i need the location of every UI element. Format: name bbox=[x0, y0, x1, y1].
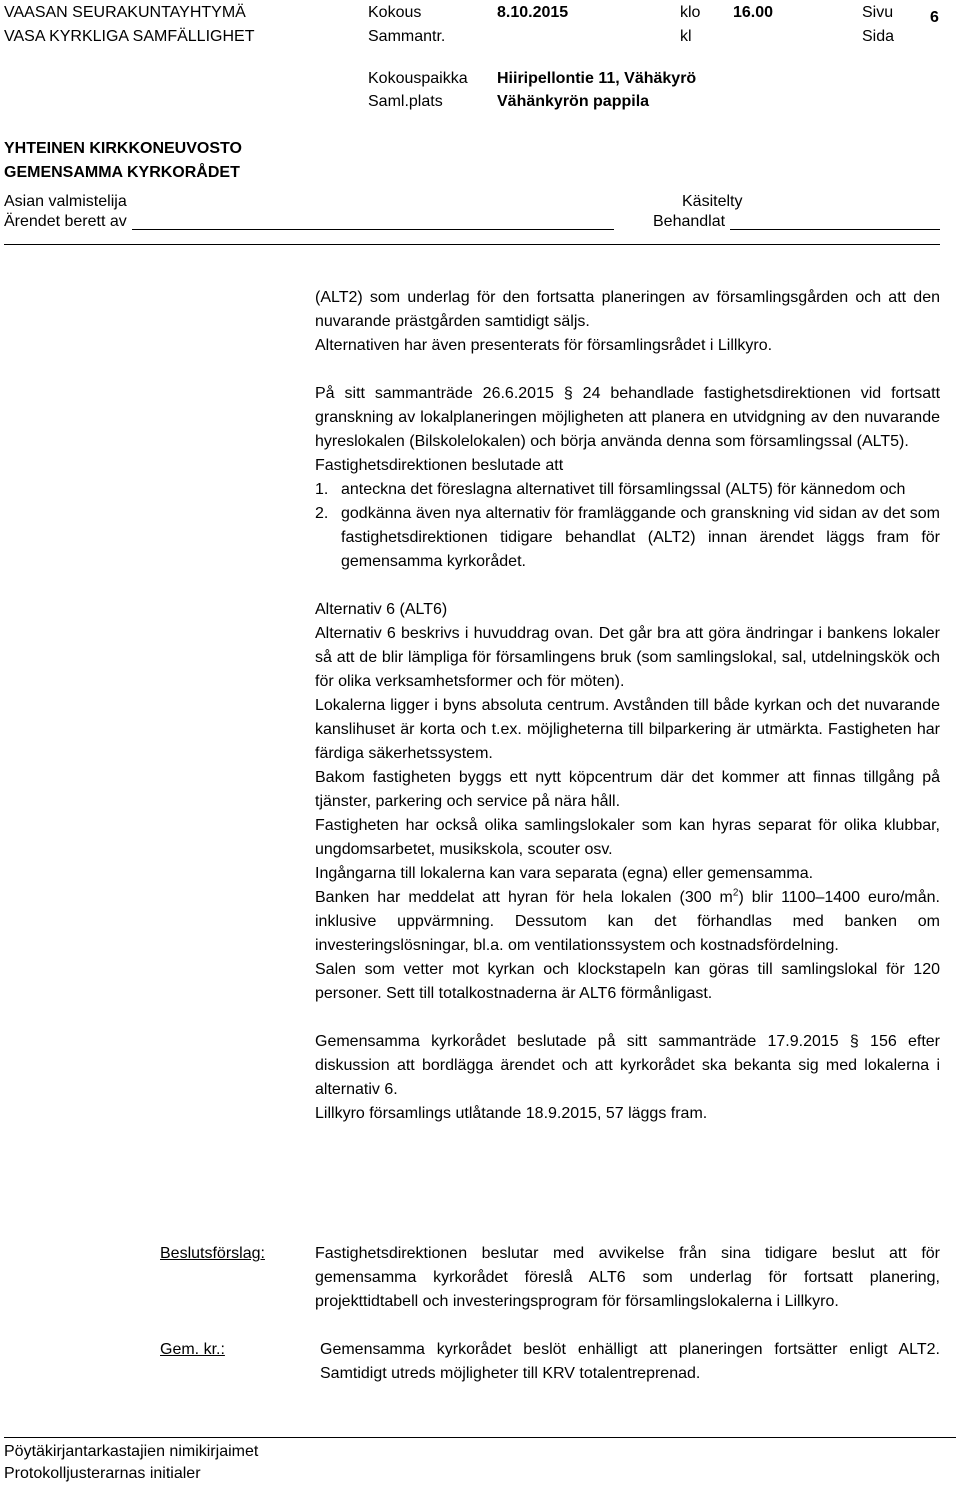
handled-label-fi: Käsitelty bbox=[682, 193, 743, 210]
list-item: 2. godkänna även nya alternativ för framläggande och granskning vid sidan av det som fastighetsdirektionen tidigare behandlat (ALT2) innan ärendet läggs fram för gemensamma kyrkorådet. bbox=[315, 505, 940, 570]
org-name-sv: VASA KYRKLIGA SAMFÄLLIGHET bbox=[4, 28, 255, 45]
main-text bbox=[315, 286, 940, 1126]
prepared-by-underline bbox=[132, 229, 614, 230]
venue-label-sv: Saml.plats bbox=[368, 93, 443, 110]
paragraph-board-decision: Gemensamma kyrkorådet beslutade på sitt sammanträde 17.9.2015 § 156 efter diskussion att bordlägga ärendet och att kyrkorådet ska bekanta sig med lokalerna i alternativ 6. bbox=[315, 1033, 940, 1098]
council-name-sv: GEMENSAMMA KYRKORÅDET bbox=[4, 164, 240, 181]
prepared-by-label-fi: Asian valmistelija bbox=[4, 193, 127, 210]
alt6-paragraph: Bakom fastigheten byggs ett nytt köpcentrum där det kommer att finnas tillgång på tjänster, parkering och service på nära håll. bbox=[315, 769, 940, 810]
list-item: 1. anteckna det föreslagna alternativet till församlingssal (ALT5) för kännedom och bbox=[315, 481, 906, 498]
meeting-time: 16.00 bbox=[733, 4, 774, 21]
prepared-by-label-sv: Ärendet berett av bbox=[4, 213, 127, 230]
handled-label-sv: Behandlat bbox=[653, 213, 726, 230]
org-name-fi: VAASAN SEURAKUNTAYHTYMÄ bbox=[4, 4, 246, 21]
council-name-fi: YHTEINEN KIRKKONEUVOSTO bbox=[4, 140, 242, 157]
decision-label: Gem. kr.: bbox=[160, 1341, 225, 1358]
decision-text: Gemensamma kyrkorådet beslöt enhälligt att planeringen fortsätter enligt ALT2. Samtidigt utreds möjligheter till KRV totalentreprenad. bbox=[320, 1341, 940, 1382]
page-number: 6 bbox=[930, 9, 939, 26]
footer-initials-fi: Pöytäkirjantarkastajien nimikirjaimet bbox=[4, 1443, 259, 1460]
alt6-paragraph: Alternativ 6 beskrivs i huvuddrag ovan. Det går bra att göra ändringar i bankens lokaler så att de blir lämpliga för församlingens bruk (som samlingslokal, sal, utdelningskök och för olika verksamhetsformer och för möten). bbox=[315, 625, 940, 690]
alt6-paragraph: Lokalerna ligger i byns absoluta centrum. Avstånden till både kyrkan och det nuvarande kanslihuset är korta och t.ex. möjligheterna till bilparkering är utmärkta. Fastigheten har färdiga säkerhetssystem. bbox=[315, 697, 940, 762]
section-sign: § bbox=[563, 385, 573, 402]
time-label-sv: kl bbox=[680, 28, 692, 45]
alt6-paragraph: Salen som vetter mot kyrkan och klockstapeln kan göras till samlingslokal för 120 personer. Sett till totalkostnaderna är ALT6 förmånligast. bbox=[315, 961, 940, 1002]
page-label-sv: Sida bbox=[862, 28, 895, 45]
proposal-label: Beslutsförslag: bbox=[160, 1245, 265, 1262]
time-label-fi: klo bbox=[680, 4, 701, 21]
paragraph-property-board: På sitt sammanträde 26.6.2015 § 24 behandlade fastighetsdirektionen vid fortsatt granskning av lokalplaneringen möjligheten att planera en utvidgning av den nuvarande hyreslokalen (Bilskolelokalen) och börja använda denna som församlingssal (ALT5). bbox=[315, 385, 941, 450]
decision-list bbox=[315, 478, 940, 574]
meeting-date: 8.10.2015 bbox=[497, 4, 569, 21]
header-divider bbox=[4, 244, 940, 245]
alt6-heading: Alternativ 6 (ALT6) bbox=[315, 601, 448, 618]
proposal-text: Fastighetsdirektionen beslutar med avvikelse från sina tidigare beslut att för gemensamma kyrkorådet föreslå ALT6 som underlag för fortsatt planering, projekttidtabell och investeringsprogram för församlingslokalerna i Lillkyro. bbox=[315, 1245, 940, 1310]
venue-line-2: Vähänkyrön pappila bbox=[497, 93, 650, 110]
paragraph-statement: Lillkyro församlings utlåtande 18.9.2015, 57 läggs fram. bbox=[315, 1105, 708, 1122]
venue-line-1: Hiiripellontie 11, Vähäkyrö bbox=[497, 70, 697, 87]
venue-label-fi: Kokouspaikka bbox=[368, 70, 468, 87]
meeting-label-sv: Sammantr. bbox=[368, 28, 446, 45]
footer-initials-sv: Protokolljusterarnas initialer bbox=[4, 1465, 201, 1482]
paragraph-alternatives: Alternativen har även presenterats för församlingsrådet i Lillkyro. bbox=[315, 337, 773, 354]
alt6-paragraph: Fastigheten har också olika samlingslokaler som kan hyras separat för olika klubbar, ungdomsarbetet, musikskola, scouter osv. bbox=[315, 817, 940, 858]
alt6-paragraph-rent: Banken har meddelat att hyran för hela lokalen (300 $m^2$) blir 1100–1400 euro/mån. inklusive uppvärmning. Dessutom kan det förhandlas med banken om investeringslösningar, bl.a. om ventilationssystem och kostnadsfördelning. bbox=[315, 887, 940, 954]
page-label-fi: Sivu bbox=[862, 4, 894, 21]
paragraph-alt2: (ALT2) som underlag för den fortsatta planeringen av församlingsgården och att den nuvarande prästgården samtidigt säljs. bbox=[315, 289, 940, 330]
paragraph-decided: Fastighetsdirektionen beslutade att bbox=[315, 457, 564, 474]
section-sign: § bbox=[849, 1033, 859, 1050]
alt6-paragraph: Ingångarna till lokalerna kan vara separata (egna) eller gemensamma. bbox=[315, 865, 814, 882]
meeting-label-fi: Kokous bbox=[368, 4, 422, 21]
footer-divider bbox=[4, 1437, 956, 1438]
handled-underline bbox=[730, 229, 940, 230]
